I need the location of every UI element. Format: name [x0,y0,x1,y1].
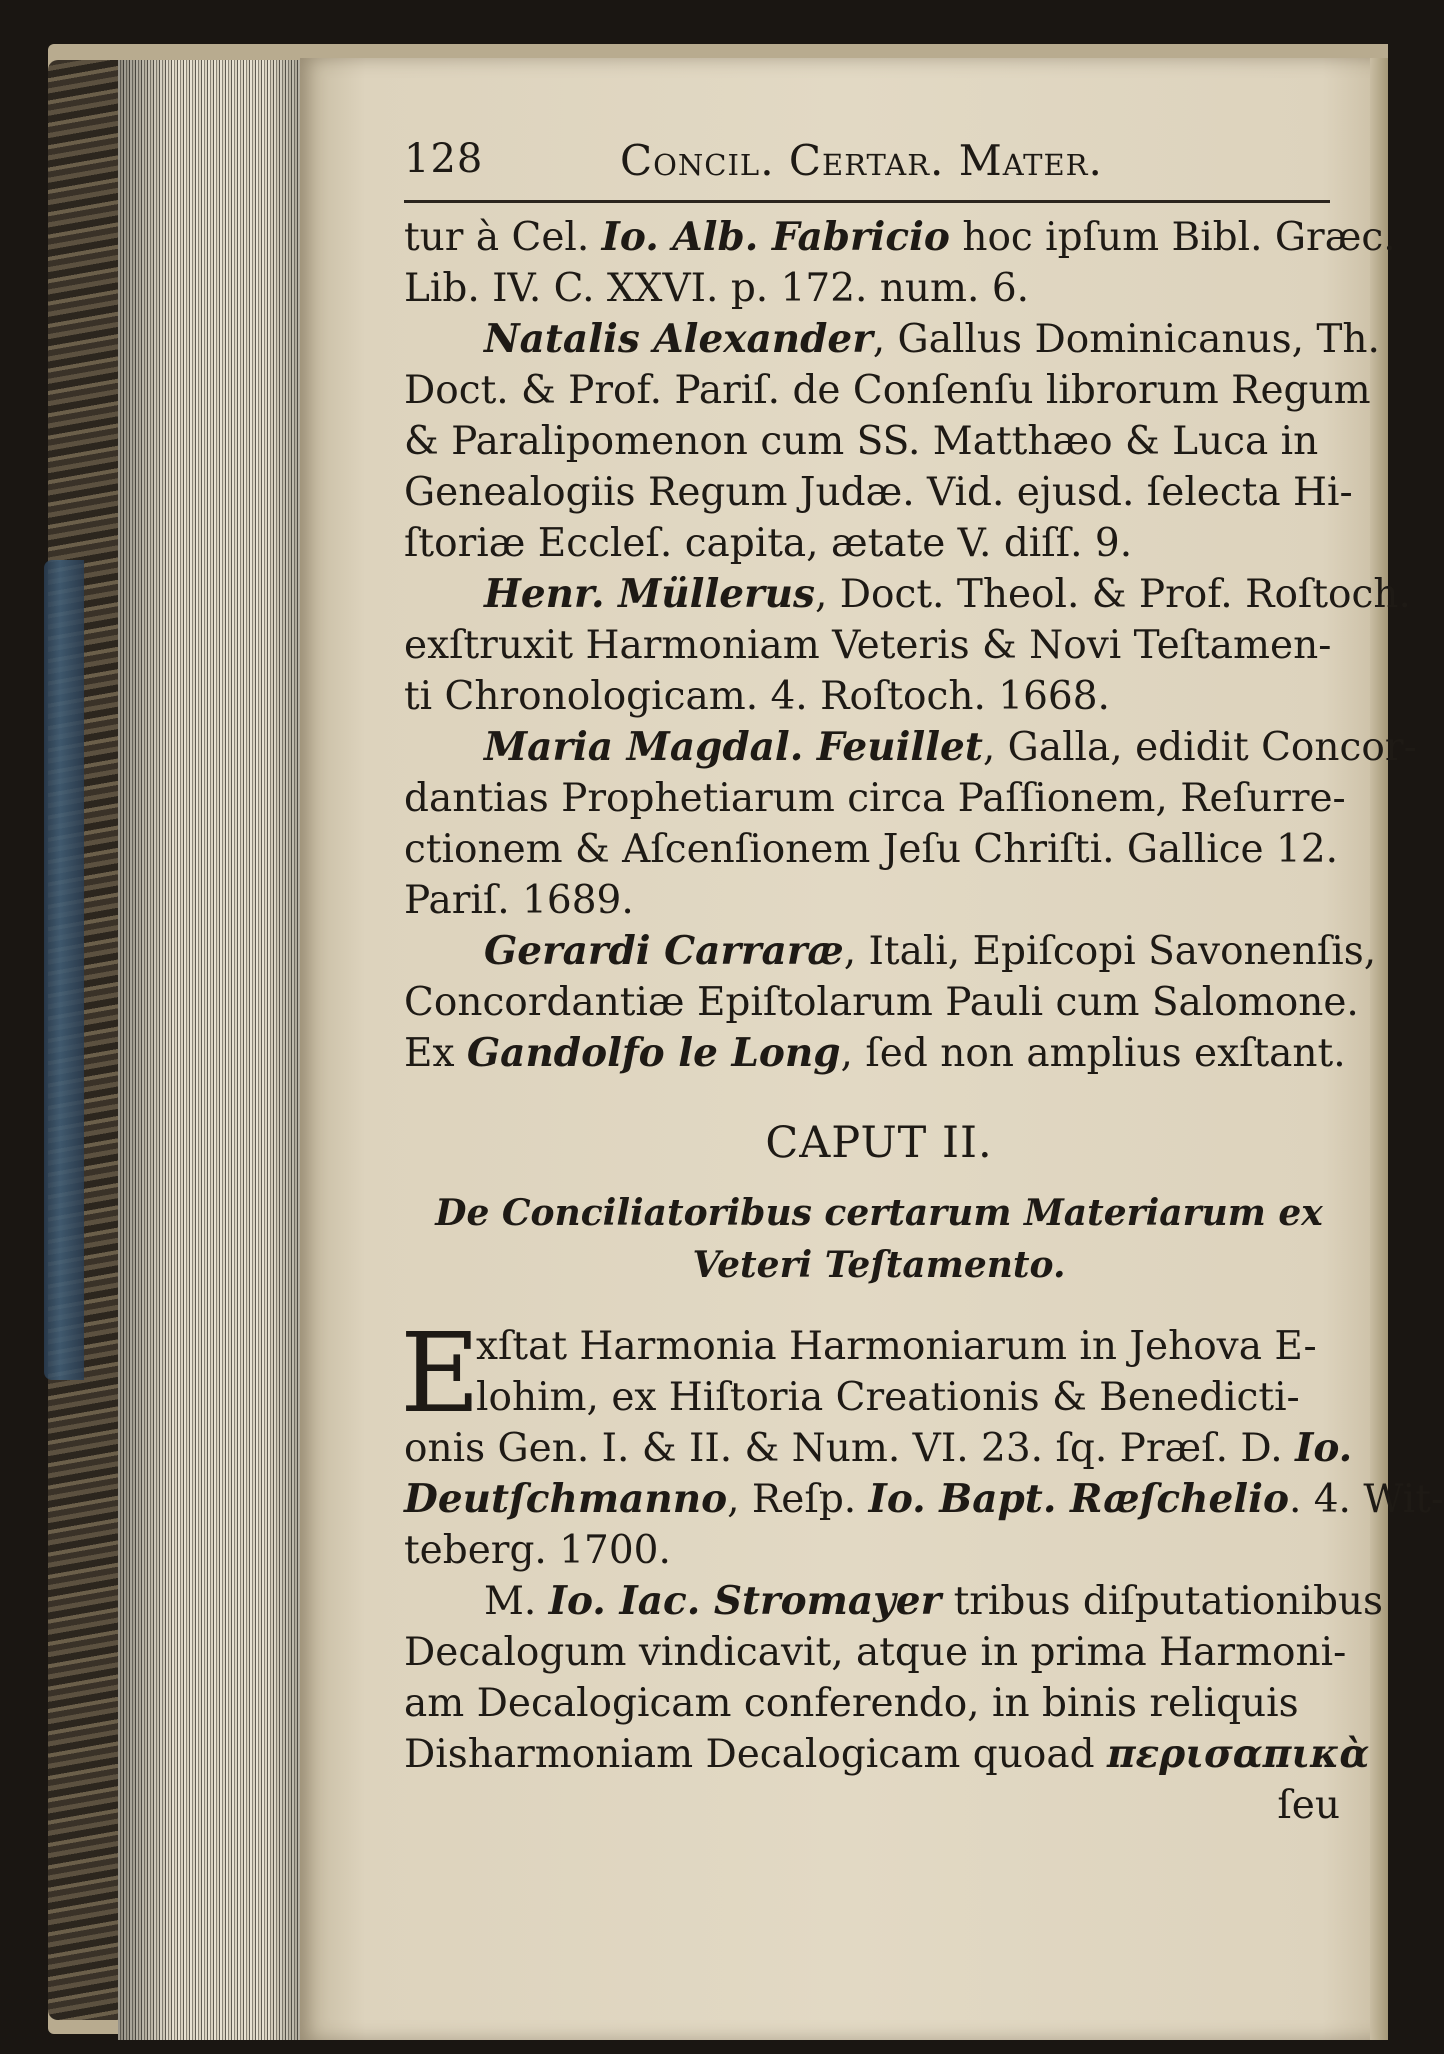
text-line [404,1474,1444,1525]
text-line [404,620,1354,671]
header-rule [404,200,1330,203]
text-line [404,467,1354,518]
text-run: Disharmoniam Decalogicam quoad [404,1732,1107,1777]
text-line [404,824,1354,875]
text-line [404,773,1354,824]
chapter-heading: CAPUT II. [765,1118,993,1168]
text-line [404,977,1359,1028]
page-text [400,130,1444,1831]
text-run: ti Chronologicam. 4. Roſtoch. 1668. [404,674,1110,719]
text-line [404,263,1354,314]
last-paragraph [404,1576,1384,1780]
blue-cover-strip [44,560,84,1380]
text-run: xſtat Harmonia Harmoniarum in Jehova E- [476,1324,1317,1369]
text-line [404,671,1354,722]
text-run: , Reſp. [727,1477,869,1522]
drop-cap: E [400,1309,481,1437]
text-run: , Itali, Epiſcopi Savonenſis, [843,929,1377,974]
text-line [404,1525,1354,1576]
text-run: . 4. Wit- [1288,1477,1444,1522]
text-run: tur à Cel. [404,215,602,260]
text-line [404,518,1354,569]
page-block-shade [118,60,304,2040]
text-line [404,1729,1370,1780]
text-line [404,1576,1384,1627]
text-line [404,314,1380,365]
text-run: ſtoriæ Eccleſ. capita, ætate V. diſſ. 9. [404,521,1133,566]
text-line [404,875,1354,926]
italic-name: περισαπικὰ [1106,1731,1370,1777]
italic-name: Io. Alb. Fabricio [601,214,950,260]
text-line [404,416,1354,467]
text-line [404,569,1411,620]
text-run: ctionem & Aſcenſionem Jeſu Chriſti. Gallice 12. [404,827,1339,872]
text-line [404,1423,1354,1474]
text-line [404,212,1396,263]
entry-paragraph [404,212,1396,314]
text-line [404,926,1377,977]
text-line [404,1028,1354,1079]
text-run: Lib. IV. C. XXVI. p. 172. num. 6. [404,266,1030,311]
italic-name: Maria Magdal. Feuillet [484,724,983,770]
text-run: dantias Prophetiarum circa Paſſionem, Reſurre- [404,776,1346,821]
entry-paragraph [404,926,1377,1079]
chapter-subtitle-line: De Conciliatoribus certarum Materiarum ex [435,1192,1323,1234]
text-run: am Decalogicam conferendo, in binis reliquis [404,1681,1299,1726]
text-run: , Doct. Theol. & Prof. Roſtoch. [814,572,1411,617]
italic-name: Io. [1295,1425,1353,1471]
italic-name: Gandolfo le Long [466,1030,841,1076]
text-run: , Galla, edidit Concor- [982,725,1417,770]
text-run: lohim, ex Hiſtoria Creationis & Benedicti- [476,1375,1300,1420]
text-run: M. [484,1579,549,1624]
text-run: Concordantiæ Epiſtolarum Pauli cum Salomone. [404,980,1359,1025]
italic-name: Natalis Alexander [484,316,873,362]
italic-name: Io. Iac. Stromayer [548,1578,942,1624]
text-line [404,1321,1354,1372]
italic-name: Gerardi Carraræ [484,928,844,974]
drop-cap-paragraph [400,1309,1444,1576]
text-line [404,1678,1354,1729]
text-run: Decalogum vindicavit, atque in prima Harmoni- [404,1630,1347,1675]
page-header [404,130,1354,198]
italic-name: Henr. Müllerus [484,571,815,617]
text-run: hoc ipſum Bibl. Græc. [949,215,1396,260]
text-run: Genealogiis Regum Judæ. Vid. ejusd. ſelecta Hi- [404,470,1353,515]
page-number: 128 [404,136,484,182]
entry-paragraph [404,722,1417,926]
text-run: tribus diſputationibus [941,1579,1384,1624]
text-run: & Paralipomenon cum SS. Matthæo & Luca in [404,419,1319,464]
entries-list [404,212,1417,1079]
entry-paragraph [404,569,1411,722]
text-line [404,1372,1354,1423]
running-head: Concil. Certar. Mater. [620,136,1103,185]
text-line [404,365,1371,416]
italic-name: Io. Bapt. Ræſchelio [868,1476,1289,1522]
catchword: ſeu [1277,1783,1340,1828]
text-run: exſtruxit Harmoniam Veteris & Novi Teſtamen- [404,623,1332,668]
text-run: , ſed non amplius exſtant. [840,1031,1346,1076]
text-run: teberg. 1700. [404,1528,671,1573]
text-line [404,1627,1354,1678]
text-run: Doct. & Prof. Pariſ. de Conſenſu librorum Regum [404,368,1371,413]
italic-name: Deutſchmanno [404,1476,728,1522]
text-run: , Gallus Dominicanus, Th. [872,317,1380,362]
text-run: Pariſ. 1689. [404,878,634,923]
text-run: onis Gen. I. & II. & Num. VI. 23. ſq. Præſ. D. [404,1426,1296,1471]
entry-paragraph [404,314,1380,569]
text-run: Ex [404,1031,467,1076]
text-line [404,722,1417,773]
chapter-subtitle-line: Veteri Teſtamento. [692,1244,1066,1286]
